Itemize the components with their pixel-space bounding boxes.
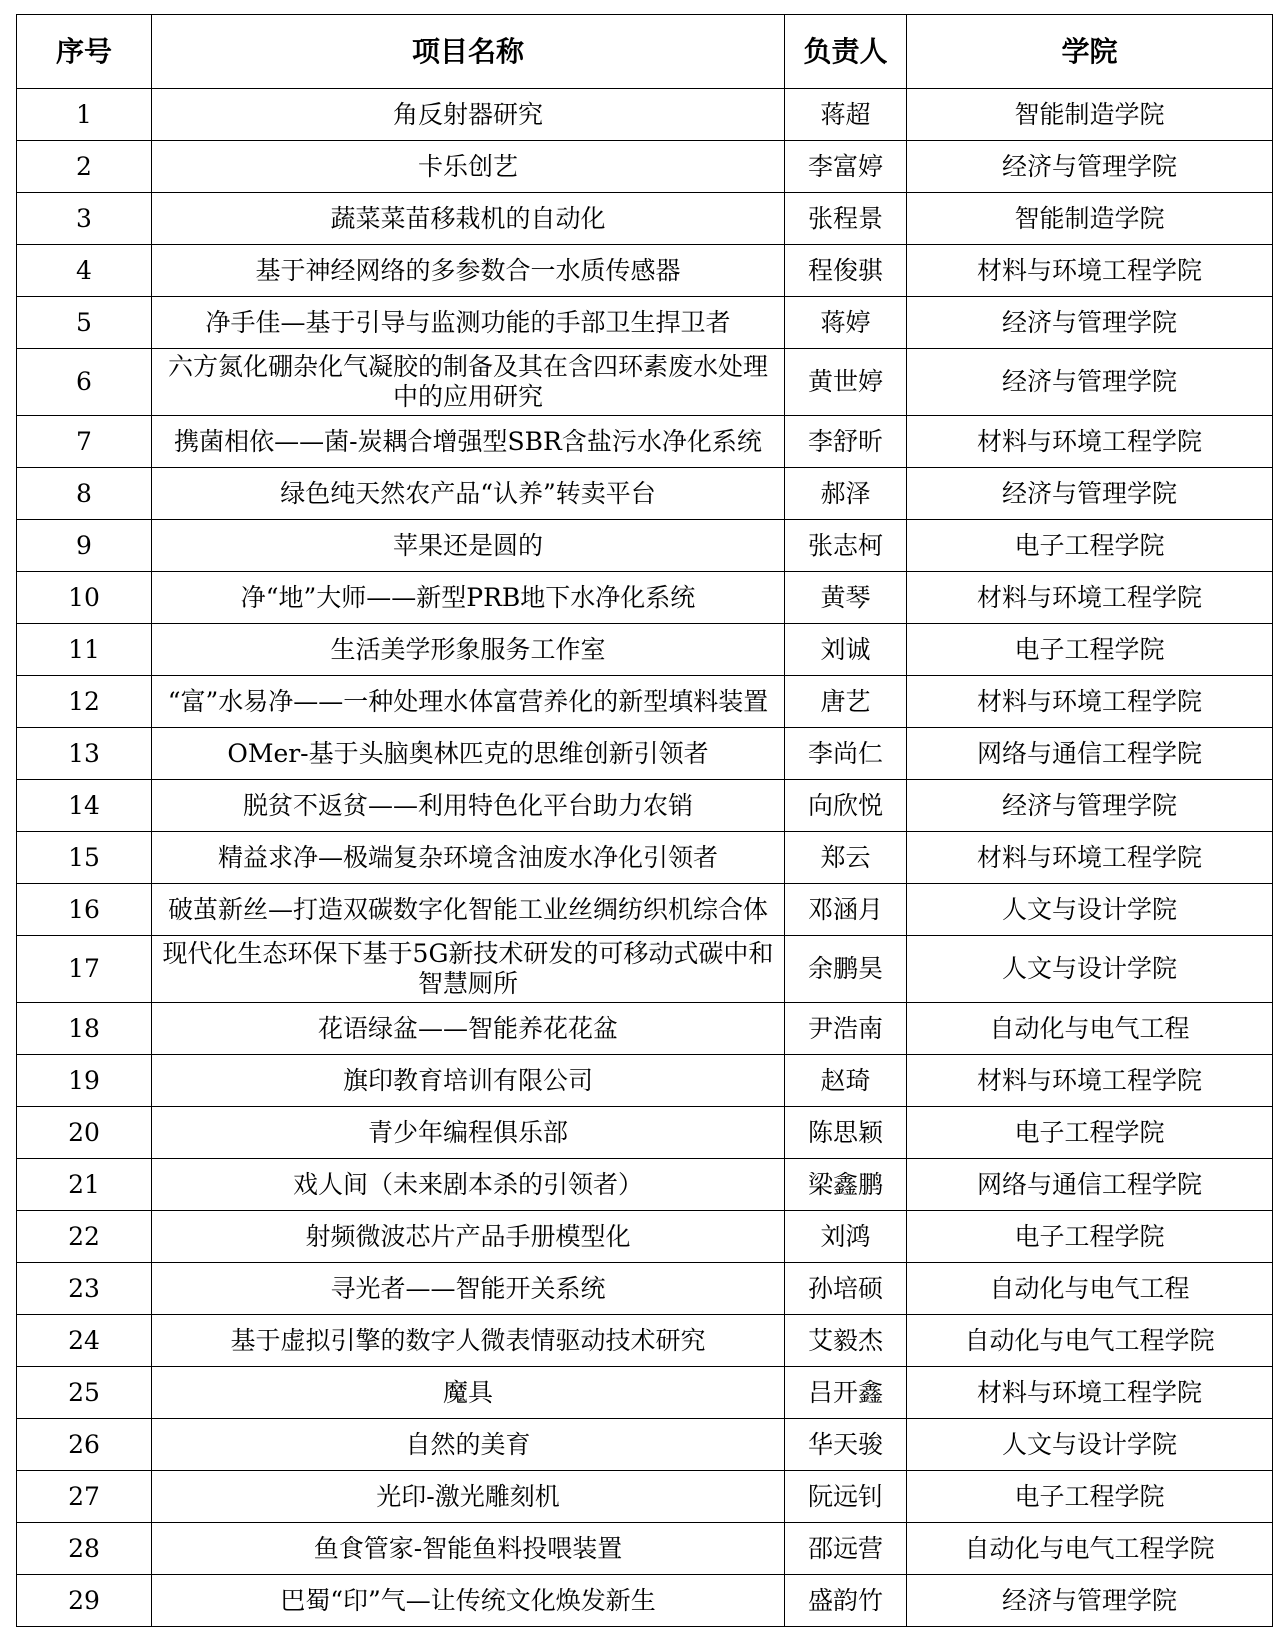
cell-index: 13 xyxy=(17,728,152,780)
cell-college: 电子工程学院 xyxy=(907,1107,1273,1159)
cell-leader: 黄世婷 xyxy=(785,349,907,416)
cell-project: 鱼食管家-智能鱼料投喂装置 xyxy=(152,1523,785,1575)
cell-college: 智能制造学院 xyxy=(907,193,1273,245)
cell-index: 5 xyxy=(17,297,152,349)
header-index: 序号 xyxy=(17,15,152,89)
cell-project: 青少年编程俱乐部 xyxy=(152,1107,785,1159)
cell-leader: 黄琴 xyxy=(785,572,907,624)
cell-college: 经济与管理学院 xyxy=(907,349,1273,416)
cell-college: 经济与管理学院 xyxy=(907,780,1273,832)
cell-leader: 余鹏昊 xyxy=(785,936,907,1003)
cell-college: 人文与设计学院 xyxy=(907,884,1273,936)
cell-project: 卡乐创艺 xyxy=(152,141,785,193)
table-row xyxy=(17,1263,1273,1315)
cell-college: 人文与设计学院 xyxy=(907,1419,1273,1471)
table-row xyxy=(17,1159,1273,1211)
cell-college: 经济与管理学院 xyxy=(907,1575,1273,1627)
cell-project: 旗印教育培训有限公司 xyxy=(152,1055,785,1107)
cell-leader: 阮远钊 xyxy=(785,1471,907,1523)
table-row xyxy=(17,572,1273,624)
cell-index: 23 xyxy=(17,1263,152,1315)
cell-college: 自动化与电气工程 xyxy=(907,1003,1273,1055)
table-row xyxy=(17,1419,1273,1471)
cell-index: 27 xyxy=(17,1471,152,1523)
cell-college: 经济与管理学院 xyxy=(907,468,1273,520)
cell-college: 电子工程学院 xyxy=(907,624,1273,676)
table-row xyxy=(17,1107,1273,1159)
cell-leader: 郝泽 xyxy=(785,468,907,520)
table-row xyxy=(17,1575,1273,1627)
cell-leader: 李舒昕 xyxy=(785,416,907,468)
cell-index: 8 xyxy=(17,468,152,520)
cell-project: “富”水易净——一种处理水体富营养化的新型填料装置 xyxy=(152,676,785,728)
cell-project: 破茧新丝—打造双碳数字化智能工业丝绸纺织机综合体 xyxy=(152,884,785,936)
table-row xyxy=(17,193,1273,245)
cell-project: 巴蜀“印”气—让传统文化焕发新生 xyxy=(152,1575,785,1627)
cell-leader: 孙培硕 xyxy=(785,1263,907,1315)
cell-leader: 吕开鑫 xyxy=(785,1367,907,1419)
cell-leader: 陈思颖 xyxy=(785,1107,907,1159)
cell-leader: 李尚仁 xyxy=(785,728,907,780)
cell-index: 11 xyxy=(17,624,152,676)
table-row xyxy=(17,1367,1273,1419)
table-row xyxy=(17,676,1273,728)
cell-leader: 刘诚 xyxy=(785,624,907,676)
table-row xyxy=(17,624,1273,676)
cell-project: 基于虚拟引擎的数字人微表情驱动技术研究 xyxy=(152,1315,785,1367)
table-row xyxy=(17,780,1273,832)
cell-college: 网络与通信工程学院 xyxy=(907,728,1273,780)
cell-index: 17 xyxy=(17,936,152,1003)
table-row xyxy=(17,728,1273,780)
table-row xyxy=(17,520,1273,572)
cell-project: 脱贫不返贫——利用特色化平台助力农销 xyxy=(152,780,785,832)
cell-college: 经济与管理学院 xyxy=(907,297,1273,349)
table-row xyxy=(17,884,1273,936)
cell-leader: 张程景 xyxy=(785,193,907,245)
cell-college: 材料与环境工程学院 xyxy=(907,245,1273,297)
cell-index: 2 xyxy=(17,141,152,193)
table-row xyxy=(17,1471,1273,1523)
cell-project: 蔬菜菜苗移栽机的自动化 xyxy=(152,193,785,245)
cell-project: 携菌相依——菌-炭耦合增强型SBR含盐污水净化系统 xyxy=(152,416,785,468)
table-row xyxy=(17,297,1273,349)
cell-index: 18 xyxy=(17,1003,152,1055)
cell-leader: 邓涵月 xyxy=(785,884,907,936)
cell-college: 电子工程学院 xyxy=(907,520,1273,572)
cell-college: 材料与环境工程学院 xyxy=(907,572,1273,624)
cell-leader: 程俊骐 xyxy=(785,245,907,297)
cell-leader: 盛韵竹 xyxy=(785,1575,907,1627)
cell-leader: 梁鑫鹏 xyxy=(785,1159,907,1211)
cell-leader: 李富婷 xyxy=(785,141,907,193)
cell-college: 网络与通信工程学院 xyxy=(907,1159,1273,1211)
cell-project: 六方氮化硼杂化气凝胶的制备及其在含四环素废水处理中的应用研究 xyxy=(152,349,785,416)
cell-index: 26 xyxy=(17,1419,152,1471)
cell-index: 25 xyxy=(17,1367,152,1419)
header-college: 学院 xyxy=(907,15,1273,89)
cell-project: 苹果还是圆的 xyxy=(152,520,785,572)
cell-project: OMer-基于头脑奥林匹克的思维创新引领者 xyxy=(152,728,785,780)
table-row xyxy=(17,416,1273,468)
cell-college: 材料与环境工程学院 xyxy=(907,1055,1273,1107)
cell-project: 戏人间（未来剧本杀的引领者） xyxy=(152,1159,785,1211)
cell-project: 生活美学形象服务工作室 xyxy=(152,624,785,676)
project-table xyxy=(16,14,1273,1627)
cell-leader: 蒋超 xyxy=(785,89,907,141)
header-row xyxy=(17,15,1273,89)
table-row xyxy=(17,468,1273,520)
table-body xyxy=(17,89,1273,1627)
cell-project: 魔具 xyxy=(152,1367,785,1419)
cell-project: 光印-激光雕刻机 xyxy=(152,1471,785,1523)
header-project: 项目名称 xyxy=(152,15,785,89)
table-row xyxy=(17,832,1273,884)
cell-leader: 郑云 xyxy=(785,832,907,884)
cell-project: 精益求净—极端复杂环境含油废水净化引领者 xyxy=(152,832,785,884)
cell-college: 材料与环境工程学院 xyxy=(907,1367,1273,1419)
cell-leader: 邵远营 xyxy=(785,1523,907,1575)
cell-index: 22 xyxy=(17,1211,152,1263)
cell-index: 9 xyxy=(17,520,152,572)
table-row xyxy=(17,1523,1273,1575)
cell-project: 角反射器研究 xyxy=(152,89,785,141)
cell-leader: 向欣悦 xyxy=(785,780,907,832)
table-row xyxy=(17,1211,1273,1263)
cell-index: 20 xyxy=(17,1107,152,1159)
cell-leader: 张志柯 xyxy=(785,520,907,572)
cell-index: 14 xyxy=(17,780,152,832)
cell-leader: 艾毅杰 xyxy=(785,1315,907,1367)
cell-index: 3 xyxy=(17,193,152,245)
table-row xyxy=(17,1055,1273,1107)
cell-project: 寻光者——智能开关系统 xyxy=(152,1263,785,1315)
cell-college: 材料与环境工程学院 xyxy=(907,416,1273,468)
table-row xyxy=(17,1003,1273,1055)
cell-index: 6 xyxy=(17,349,152,416)
cell-college: 经济与管理学院 xyxy=(907,141,1273,193)
cell-college: 自动化与电气工程学院 xyxy=(907,1315,1273,1367)
cell-college: 自动化与电气工程学院 xyxy=(907,1523,1273,1575)
cell-college: 材料与环境工程学院 xyxy=(907,832,1273,884)
header-leader: 负责人 xyxy=(785,15,907,89)
cell-leader: 赵琦 xyxy=(785,1055,907,1107)
cell-index: 12 xyxy=(17,676,152,728)
cell-index: 1 xyxy=(17,89,152,141)
cell-college: 电子工程学院 xyxy=(907,1211,1273,1263)
cell-leader: 唐艺 xyxy=(785,676,907,728)
cell-index: 7 xyxy=(17,416,152,468)
cell-index: 29 xyxy=(17,1575,152,1627)
cell-college: 自动化与电气工程 xyxy=(907,1263,1273,1315)
cell-index: 15 xyxy=(17,832,152,884)
cell-index: 21 xyxy=(17,1159,152,1211)
cell-index: 24 xyxy=(17,1315,152,1367)
cell-leader: 刘鸿 xyxy=(785,1211,907,1263)
table-row xyxy=(17,89,1273,141)
cell-project: 绿色纯天然农产品“认养”转卖平台 xyxy=(152,468,785,520)
cell-project: 射频微波芯片产品手册模型化 xyxy=(152,1211,785,1263)
cell-index: 28 xyxy=(17,1523,152,1575)
cell-leader: 尹浩南 xyxy=(785,1003,907,1055)
cell-project: 净“地”大师——新型PRB地下水净化系统 xyxy=(152,572,785,624)
table-row xyxy=(17,1315,1273,1367)
cell-college: 电子工程学院 xyxy=(907,1471,1273,1523)
cell-index: 19 xyxy=(17,1055,152,1107)
cell-project: 现代化生态环保下基于5G新技术研发的可移动式碳中和智慧厕所 xyxy=(152,936,785,1003)
cell-college: 人文与设计学院 xyxy=(907,936,1273,1003)
cell-index: 16 xyxy=(17,884,152,936)
cell-project: 净手佳—基于引导与监测功能的手部卫生捍卫者 xyxy=(152,297,785,349)
cell-college: 智能制造学院 xyxy=(907,89,1273,141)
table-row xyxy=(17,141,1273,193)
table-row xyxy=(17,349,1273,416)
cell-leader: 蒋婷 xyxy=(785,297,907,349)
cell-project: 基于神经网络的多参数合一水质传感器 xyxy=(152,245,785,297)
table-row xyxy=(17,245,1273,297)
cell-college: 材料与环境工程学院 xyxy=(907,676,1273,728)
cell-index: 10 xyxy=(17,572,152,624)
table-row xyxy=(17,936,1273,1003)
cell-project: 花语绿盆——智能养花花盆 xyxy=(152,1003,785,1055)
cell-index: 4 xyxy=(17,245,152,297)
cell-leader: 华天骏 xyxy=(785,1419,907,1471)
cell-project: 自然的美育 xyxy=(152,1419,785,1471)
